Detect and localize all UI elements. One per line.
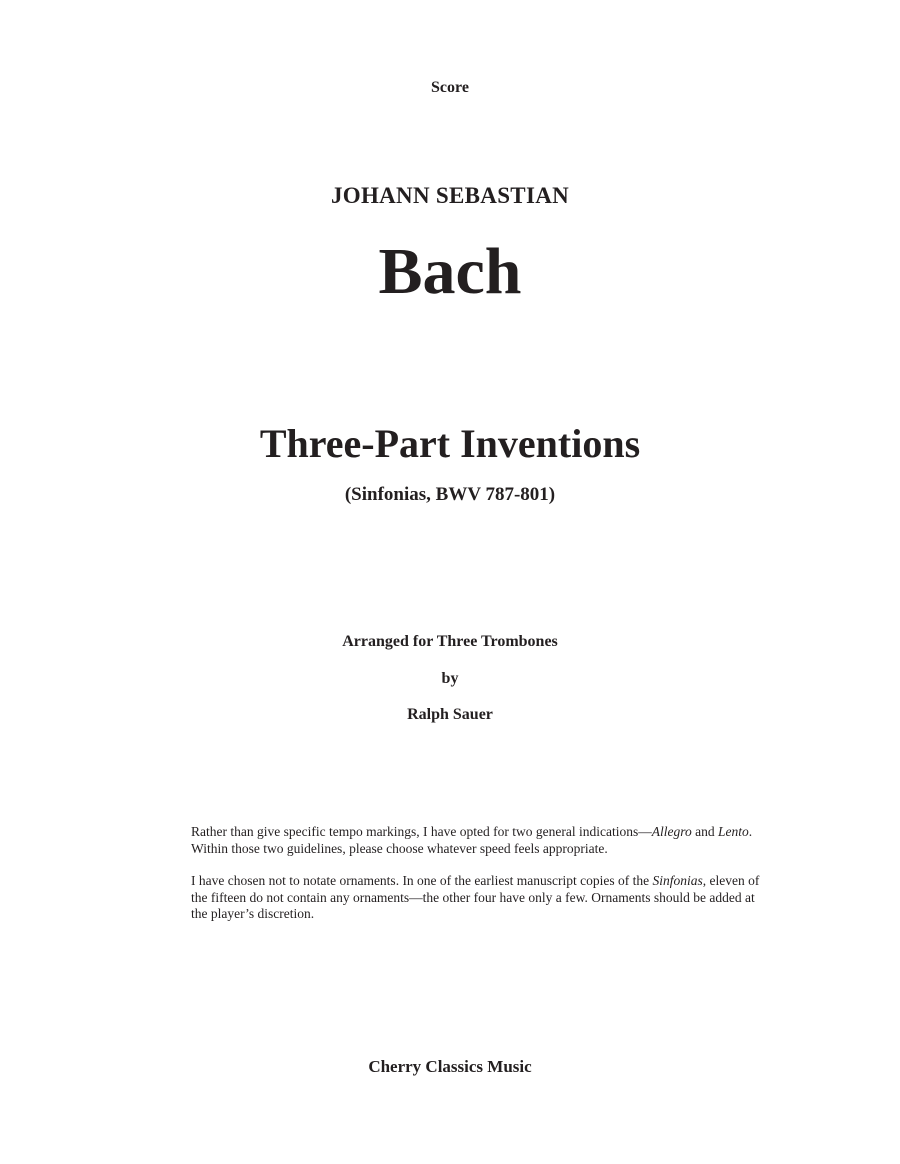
score-label: Score xyxy=(431,79,469,96)
composer-given-names: JOHANN SEBASTIAN xyxy=(330,183,570,208)
by-label: by xyxy=(441,670,459,687)
arranged-for: Arranged for Three Trombones xyxy=(342,633,558,650)
tempo-note-text-b: . Within those two guidelines, please choose whatever speed feels appropriate. xyxy=(191,824,753,856)
ornament-note-text-b: , eleven of the fifteen do not contain any ornaments—the other four have only a few. Ornaments should be added at the player’s discretion. xyxy=(191,873,760,921)
ornament-note-paragraph xyxy=(191,873,761,923)
tempo-note-text-a: Rather than give specific tempo markings, I have opted for two general indications— xyxy=(191,824,652,839)
work-subtitle: (Sinfonias, BWV 787-801) xyxy=(344,484,556,505)
ornament-note-text-a: I have chosen not to notate ornaments. In one of the earliest manuscript copies of the xyxy=(191,873,653,888)
performance-notes xyxy=(191,824,761,939)
publisher-name: Cherry Classics Music xyxy=(368,1057,532,1076)
sinfonias-italic: Sinfonias xyxy=(652,873,703,888)
composer-surname: Bach xyxy=(378,235,522,308)
tempo-note-paragraph xyxy=(191,824,761,857)
work-title: Three-Part Inventions xyxy=(259,421,641,466)
tempo-allegro: Allegro xyxy=(651,824,692,839)
arranger-name: Ralph Sauer xyxy=(407,706,493,723)
tempo-note-and: and xyxy=(691,824,718,839)
tempo-lento: Lento xyxy=(717,824,749,839)
